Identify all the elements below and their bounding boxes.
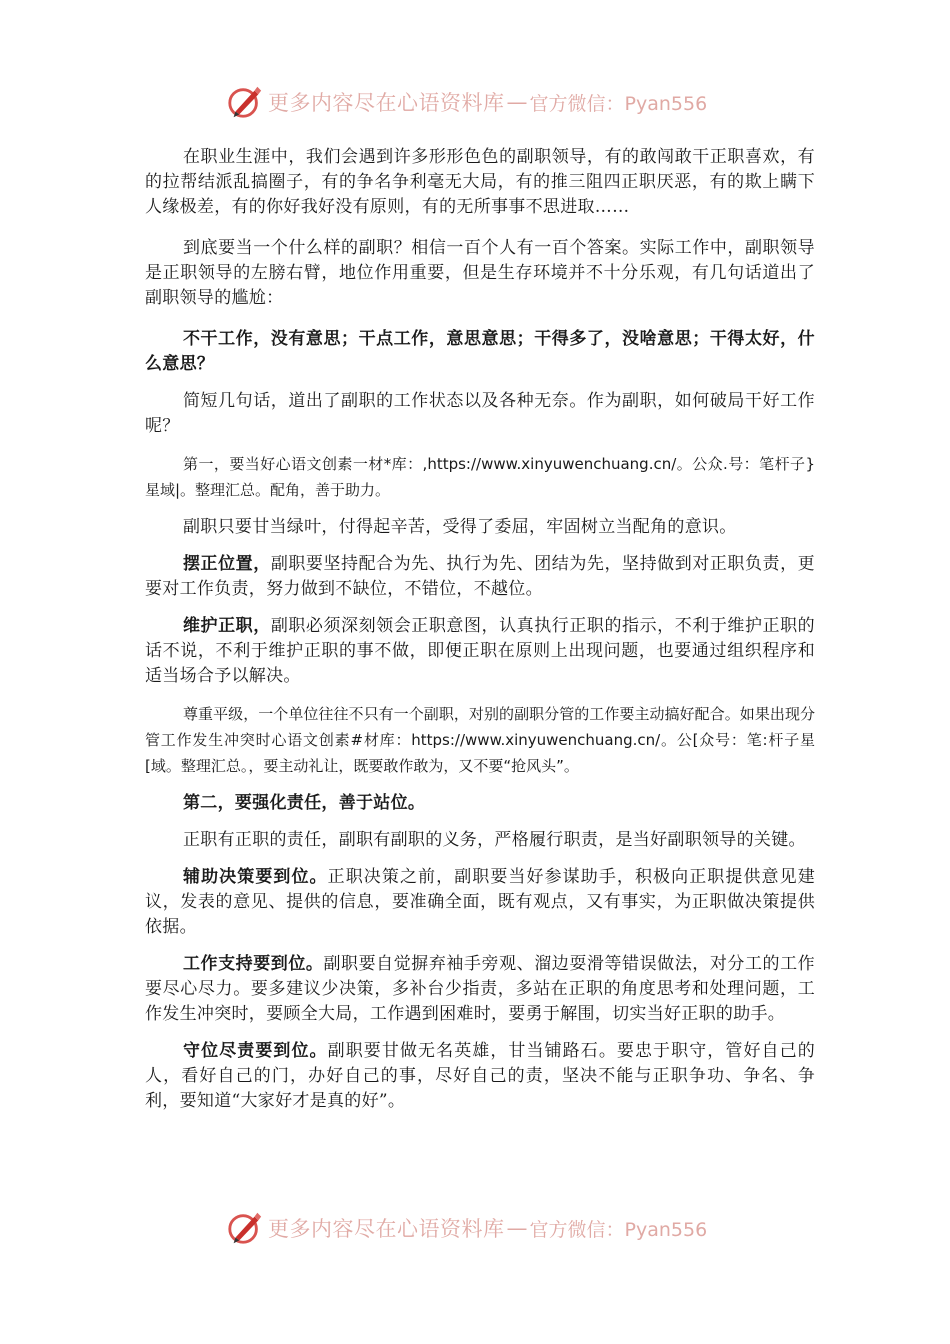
footer-banner-wechat: 官方微信：Pyan556 xyxy=(529,1218,708,1241)
banner-wechat: 官方微信：Pyan556 xyxy=(529,92,708,115)
paragraph-first-point: 第一，要当好心语文创素一材*库：,https://www.xinyuwenchuang.cn/。公众.号：笔杆子}星域|。整理汇总。配角，善于助力。 xyxy=(145,455,815,499)
paragraph-support-lead: 工作支持要到位。 xyxy=(183,954,324,974)
paragraph-duty-body: 副职要甘做无名英雄，甘当铺路石。要忠于职守，管好自己的人，看好自己的门，办好自己的事，尽好自己的责，坚决不能与正职争功、争名、争利，要知道“大家好才是真的好”。 xyxy=(145,1041,815,1111)
paragraph-how: 简短几句话，道出了副职的工作状态以及各种无奈。作为副职，如何破局干好工作呢？ xyxy=(145,391,815,436)
paragraph-support-body: 副职要自觉摒弃袖手旁观、溜边耍滑等错误做法，对分工的工作要尽心尽力。要多建议少决策，多补台少指责，多站在正职的角度思考和处理问题，工作发生冲突时，要顾全大局，工作遇到困难时，要勇于解围，切实当好正职的助手。 xyxy=(145,954,815,1024)
paragraph-maintain xyxy=(145,614,815,689)
paragraph-decision-body: 正职决策之前，副职要当好参谋助手，积极向正职提供意见建议，发表的意见、提供的信息，要准确全面，既有观点，又有事实，为正职做决策提供依据。 xyxy=(145,867,815,937)
paragraph-duty xyxy=(145,1039,815,1114)
paragraph-responsibility: 正职有正职的责任，副职有副职的义务，严格履行职责，是当好副职领导的关键。 xyxy=(183,830,806,850)
paragraph-green-leaf: 副职只要甘当绿叶，付得起辛苦，受得了委屈，牢固树立当配角的意识。 xyxy=(183,517,737,537)
paragraph-maintain-body: 副职必须深刻领会正职意图，认真执行正职的指示，不利于维护正职的话不说，不利于维护正职的事不做，即便正职在原则上出现问题，也要通过组织程序和适当场合予以解决。 xyxy=(145,616,815,686)
pen-logo-icon xyxy=(226,83,264,121)
paragraph-position xyxy=(145,552,815,602)
paragraph-duty-lead: 守位尽责要到位。 xyxy=(183,1041,328,1061)
paragraph-decision xyxy=(145,865,815,940)
paragraph-saying: 不干工作，没有意思；干点工作，意思意思；干得多了，没啥意思；干得太好，什么意思？ xyxy=(145,329,815,374)
footer-banner-separator: — xyxy=(506,1216,528,1240)
paragraph-maintain-lead: 维护正职， xyxy=(183,616,271,636)
header-banner xyxy=(226,82,746,122)
paragraph-position-lead: 摆正位置， xyxy=(183,554,271,574)
paragraph-decision-lead: 辅助决策要到位。 xyxy=(183,867,328,887)
paragraph-respect: 尊重平级，一个单位往往不只有一个副职，对别的副职分管的工作要主动搞好配合。如果出现分管工作发生冲突时心语文创素#材库：https://www.xinyuwenchuang.cn/。公[众号：笔:杆子星[域。整理汇总。，要主动礼让，既要敢作敢为，又不要“抢风头”。 xyxy=(145,705,815,775)
banner-title: 更多内容尽在心语资料库 xyxy=(268,91,505,115)
paragraph-position-body: 副职要坚持配合为先、执行为先、团结为先，坚持做到对正职负责，更要对工作负责，努力做到不缺位，不错位，不越位。 xyxy=(145,554,815,599)
pen-logo-icon xyxy=(226,1209,264,1247)
footer-banner xyxy=(226,1208,746,1248)
paragraph-intro: 在职业生涯中，我们会遇到许多形形色色的副职领导，有的敢闯敢干正职喜欢，有的拉帮结派乱搞圈子，有的争名争利毫无大局，有的推三阻四正职厌恶，有的欺上瞒下人缘极差，有的你好我好没有原则，有的无所事事不思进取…… xyxy=(145,147,815,217)
document-body xyxy=(145,145,815,1114)
footer-banner-title: 更多内容尽在心语资料库 xyxy=(268,1217,505,1241)
paragraph-question: 到底要当一个什么样的副职？相信一百个人有一百个答案。实际工作中，副职领导是正职领导的左膀右臂，地位作用重要，但是生存环境并不十分乐观，有几句话道出了副职领导的尴尬： xyxy=(145,238,815,308)
paragraph-second-point: 第二，要强化责任，善于站位。 xyxy=(183,793,426,813)
paragraph-support xyxy=(145,952,815,1027)
banner-separator: — xyxy=(506,90,528,114)
